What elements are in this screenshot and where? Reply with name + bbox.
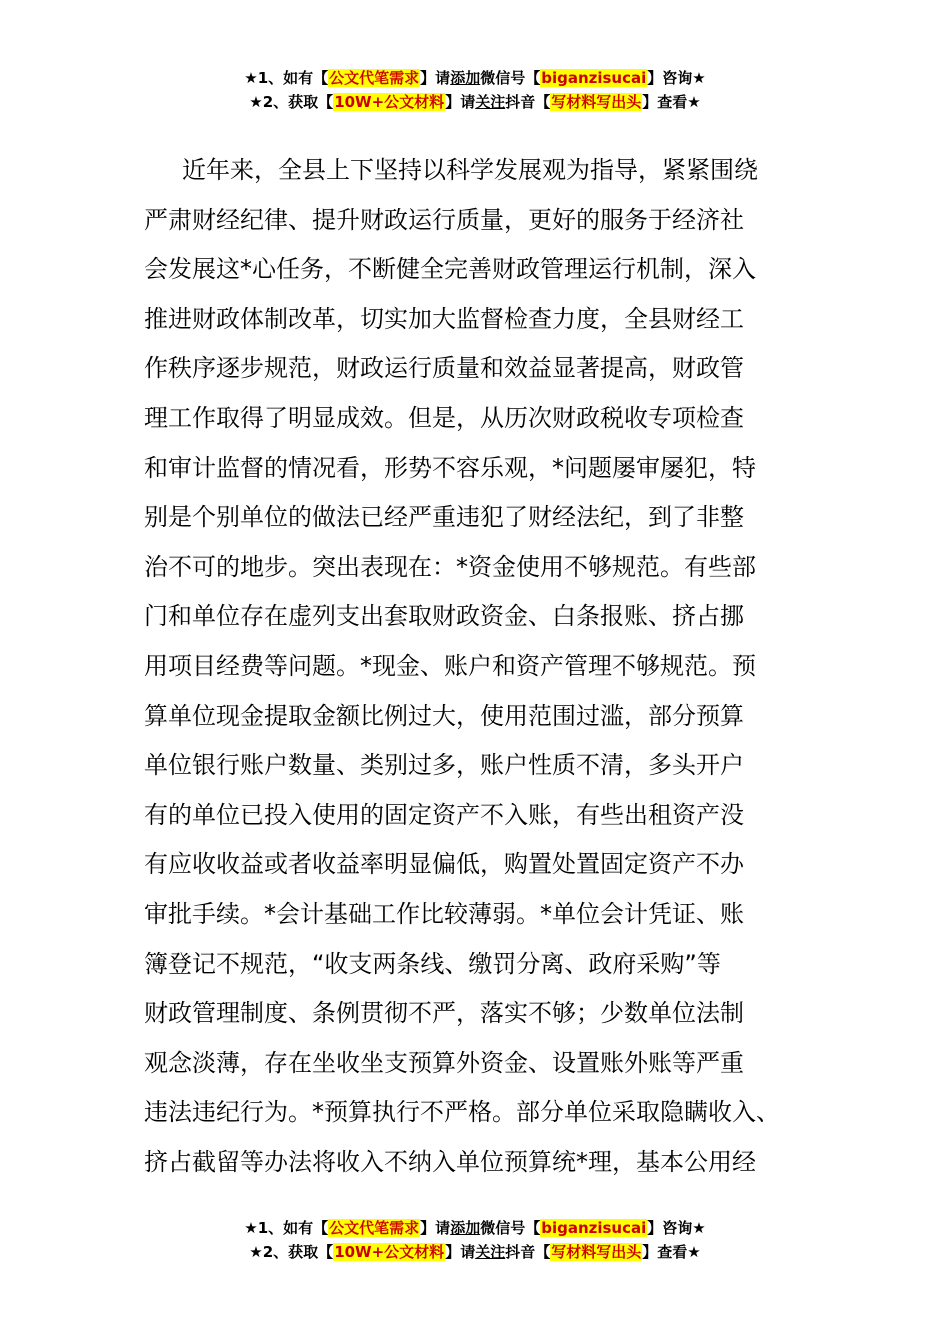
body-line: 财政管理制度、条例贯彻不严，落实不够；少数单位法制 bbox=[144, 999, 744, 1028]
body-line: 有的单位已投入使用的固定资产不入账，有些出租资产没 bbox=[144, 800, 744, 829]
body-line: 单位银行账户数量、类别过多，账户性质不清，多头开户 bbox=[144, 751, 744, 780]
body-line: 门和单位存在虚列支出套取财政资金、白条报账、挤占挪 bbox=[144, 602, 744, 631]
body-paragraph bbox=[144, 146, 824, 1187]
body-line: 推进财政体制改革，切实加大监督检查力度，全县财经工 bbox=[144, 304, 744, 333]
body-line: 别是个别单位的做法已经严重违犯了财经法纪，到了非整 bbox=[144, 503, 744, 532]
highlight-douyin-account: 写材料写出头 bbox=[551, 1243, 642, 1261]
body-line: 挤占截留等办法将收入不纳入单位预算统*理，基本公用经 bbox=[144, 1147, 756, 1176]
promo-line-2: ★2、获取【10W+公文材料】请关注抖音【写材料写出头】查看★ bbox=[249, 93, 701, 111]
highlight-wechat-id: biganzisucai bbox=[541, 1219, 647, 1237]
body-line: 有应收收益或者收益率明显偏低，购置处置固定资产不办 bbox=[144, 850, 744, 879]
body-line: 用项目经费等问题。*现金、账户和资产管理不够规范。预 bbox=[144, 651, 756, 680]
footer-promo-banner bbox=[0, 1216, 950, 1264]
highlight-wechat-id: biganzisucai bbox=[541, 69, 647, 87]
header-promo-banner bbox=[0, 66, 950, 114]
body-line: 违法违纪行为。*预算执行不严格。部分单位采取隐瞒收入、 bbox=[144, 1098, 780, 1127]
highlight-materials: 10W+公文材料 bbox=[334, 93, 445, 111]
body-line: 观念淡薄，存在坐收坐支预算外资金、设置账外账等严重 bbox=[144, 1048, 744, 1077]
body-line: 算单位现金提取金额比例过大，使用范围过滥，部分预算 bbox=[144, 701, 744, 730]
highlight-douyin-account: 写材料写出头 bbox=[551, 93, 642, 111]
promo-line-1: ★1、如有【公文代笔需求】请添加微信号【biganzisucai】咨询★ bbox=[244, 1219, 706, 1237]
body-line: 治不可的地步。突出表现在：*资金使用不够规范。有些部 bbox=[144, 552, 756, 581]
body-line: 审批手续。*会计基础工作比较薄弱。*单位会计凭证、账 bbox=[144, 899, 744, 928]
body-line: 和审计监督的情况看，形势不容乐观，*问题屡审屡犯，特 bbox=[144, 453, 756, 482]
body-line: 作秩序逐步规范，财政运行质量和效益显著提高，财政管 bbox=[144, 354, 744, 383]
body-line: 会发展这*心任务，不断健全完善财政管理运行机制，深入 bbox=[144, 255, 756, 284]
highlight-ghostwriting: 公文代笔需求 bbox=[329, 1219, 420, 1237]
promo-line-1: ★1、如有【公文代笔需求】请添加微信号【biganzisucai】咨询★ bbox=[244, 69, 706, 87]
body-line: 近年来，全县上下坚持以科学发展观为指导，紧紧围绕 bbox=[182, 156, 758, 184]
promo-line-2: ★2、获取【10W+公文材料】请关注抖音【写材料写出头】查看★ bbox=[249, 1243, 701, 1261]
body-line: 严肃财经纪律、提升财政运行质量，更好的服务于经济社 bbox=[144, 205, 744, 234]
highlight-materials: 10W+公文材料 bbox=[334, 1243, 445, 1261]
body-line: 簿登记不规范，“收支两条线、缴罚分离、政府采购”等 bbox=[144, 949, 721, 978]
highlight-ghostwriting: 公文代笔需求 bbox=[329, 69, 420, 87]
body-line: 理工作取得了明显成效。但是，从历次财政税收专项检查 bbox=[144, 403, 744, 432]
